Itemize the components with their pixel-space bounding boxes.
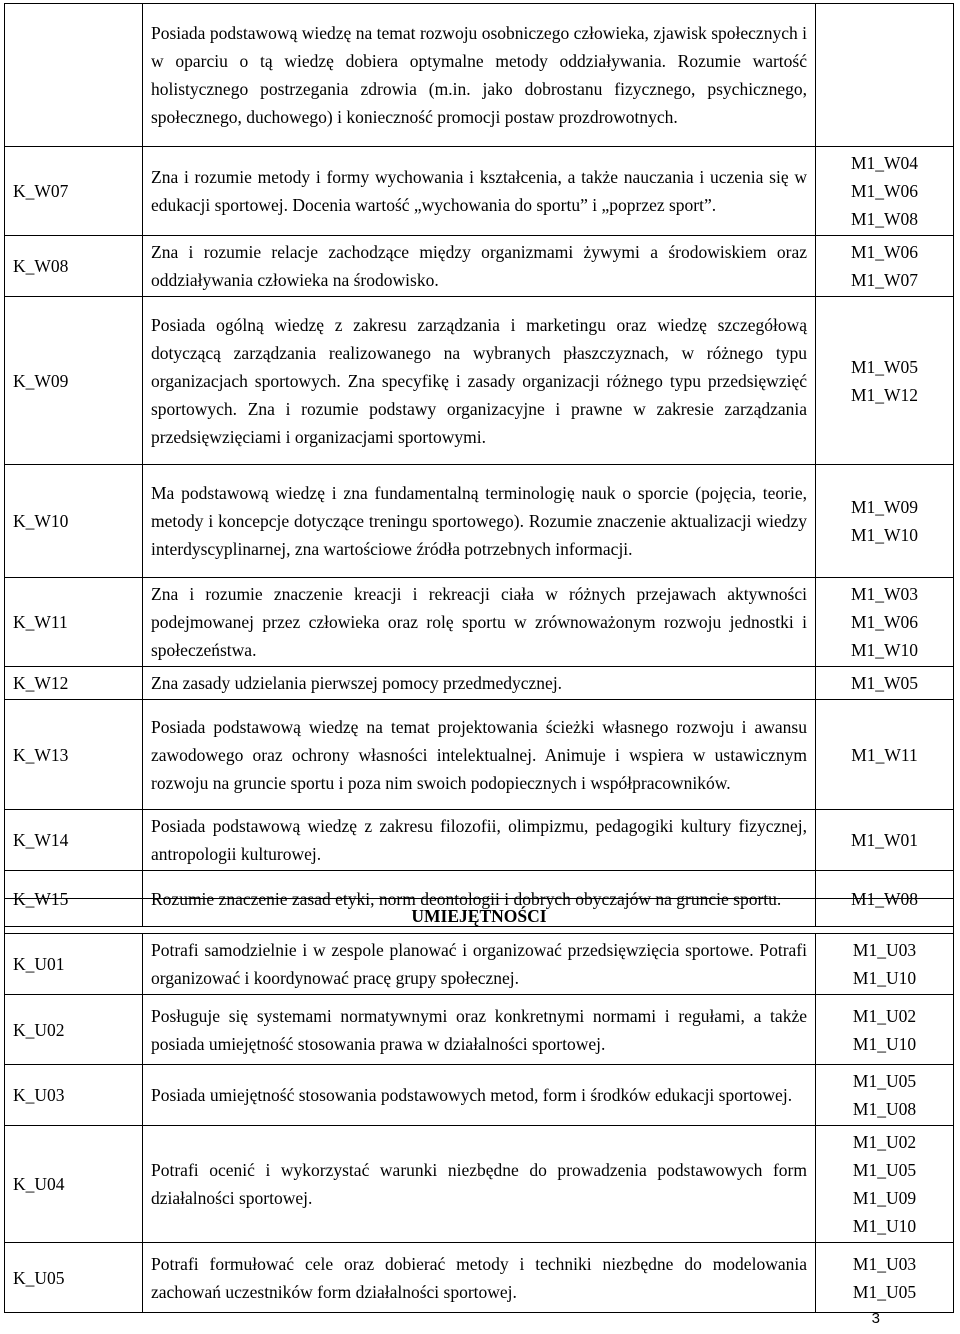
reference-code: M1_U10 <box>852 1216 917 1236</box>
outcome-description: Potrafi formułować cele oraz dobierać metody i techniki niezbędne do modelowania zachowań uczestników form działalności sportowej. <box>143 1243 816 1313</box>
reference-code: M1_W06 <box>850 242 919 262</box>
outcome-description: Posługuje się systemami normatywnymi oraz konkretnymi normami i regułami, a także posiada umiejętność stosowania prawa w działalności sportowej. <box>143 995 816 1065</box>
reference-codes <box>816 578 954 667</box>
outcome-code: K_W10 <box>5 465 143 578</box>
reference-code: M1_W05 <box>850 356 919 377</box>
reference-code: M1_W09 <box>850 497 919 517</box>
reference-codes <box>816 700 954 810</box>
outcome-description: Ma podstawową wiedzę i zna fundamentalną terminologię nauk o sporcie (pojęcia, teorie, metody i koncepcje dotyczące treningu sportowego). Rozumie znaczenie aktualizacji wiedzy interdyscyplinarnej, zna wartościowe źródła potrzebnych informacji. <box>143 465 816 578</box>
outcome-description: Potrafi samodzielnie i w zespole planować i organizować przedsięwzięcia sportowe. Potrafi organizować i koordynować pracę grupy społecznej. <box>143 934 816 995</box>
reference-codes <box>816 147 954 236</box>
table-row <box>5 297 954 465</box>
outcome-description: Zna i rozumie metody i formy wychowania i kształcenia, a także nauczania i uczenia się w edukacji sportowej. Docenia wartość „wychowania do sportu” i „poprzez sport”. <box>143 147 816 236</box>
table-row <box>5 667 954 700</box>
reference-code: M1_W07 <box>850 270 919 290</box>
reference-code: M1_W08 <box>850 209 919 229</box>
reference-codes <box>816 465 954 578</box>
reference-codes <box>815 1126 953 1243</box>
reference-codes <box>815 1243 953 1313</box>
table-row <box>5 995 954 1065</box>
reference-code: M1_W08 <box>850 888 919 909</box>
reference-code: M1_U10 <box>852 968 917 988</box>
reference-code: M1_W01 <box>850 830 919 850</box>
outcome-description: Posiada podstawową wiedzę z zakresu filozofii, olimpizmu, pedagogiki kultury fizycznej, antropologii kulturowej. <box>143 810 816 871</box>
table-row <box>5 1243 954 1313</box>
table-row <box>5 1065 954 1126</box>
outcome-code: K_W15 <box>5 871 143 927</box>
reference-code: M1_U02 <box>852 1132 917 1152</box>
reference-code: M1_U10 <box>852 1033 917 1054</box>
reference-codes <box>816 667 954 700</box>
reference-code: M1_U03 <box>852 940 917 960</box>
reference-code: M1_W11 <box>851 744 918 765</box>
table-row <box>5 147 954 236</box>
reference-code: M1_U08 <box>852 1099 917 1119</box>
outcome-description: Posiada ogólną wiedzę z zakresu zarządzania i marketingu oraz wiedzę szczegółową dotyczącą zarządzania realizowanego na wybranych płaszczyznach, w różnego typu organizacjach sportowych. Zna specyfikę i zasady organizacji różnego typu przedsięwzięć sportowych. Zna i rozumie podstawy organizacyjne i prawne w zakresie zarządzania przedsięwzięciami i organizacjami sportowymi. <box>143 297 816 465</box>
table-row <box>5 578 954 667</box>
outcome-code: K_W12 <box>5 667 143 700</box>
reference-code: M1_W04 <box>850 153 919 173</box>
outcome-code: K_U01 <box>5 934 143 995</box>
outcome-code: K_W09 <box>5 297 143 465</box>
reference-code: M1_U05 <box>852 1071 917 1091</box>
outcome-code <box>5 4 143 147</box>
outcome-code: K_W11 <box>5 578 143 667</box>
reference-code: M1_W10 <box>850 525 919 545</box>
reference-code: M1_W03 <box>850 584 919 604</box>
table-row <box>5 465 954 578</box>
outcome-description: Zna i rozumie znaczenie kreacji i rekreacji ciała w różnych przejawach aktywności podejmowanej przez człowieka oraz rolę sportu w zrównoważonym rozwoju jednostki i społeczeństwa. <box>143 578 816 667</box>
table-row <box>5 810 954 871</box>
reference-codes <box>815 1065 953 1126</box>
outcome-description: Potrafi ocenić i wykorzystać warunki niezbędne do prowadzenia podstawowych form działalności sportowej. <box>143 1126 816 1243</box>
table-row <box>5 934 954 995</box>
outcome-description: Posiada podstawową wiedzę na temat rozwoju osobniczego człowieka, zjawisk społecznych i w oparciu o tą wiedzę dobiera optymalne metody oddziaływania. Rozumie wartość holistycznego postrzegania zdrowia (m.in. jako dobrostanu fizycznego, psychicznego, społecznego, duchowego) i konieczność promocji postaw prozdrowotnych. <box>143 4 816 147</box>
knowledge-table <box>4 3 954 927</box>
table-row <box>5 4 954 147</box>
reference-codes <box>816 4 954 147</box>
reference-code: M1_W06 <box>850 181 919 201</box>
reference-code: M1_U05 <box>852 1160 917 1180</box>
table-row <box>5 1126 954 1243</box>
outcome-description: Posiada podstawową wiedzę na temat projektowania ścieżki własnego rozwoju i awansu zawodowego oraz ochrony własności intelektualnej. Animuje i wspiera w ustawicznym rozwoju na gruncie sportu i poza nim swoich podopiecznych i współpracowników. <box>143 700 816 810</box>
table-row <box>5 236 954 297</box>
reference-code: M1_U05 <box>852 1281 917 1302</box>
reference-code: M1_W06 <box>850 612 919 632</box>
table-row <box>5 700 954 810</box>
reference-code: M1_U02 <box>852 1005 917 1026</box>
outcome-code: K_U02 <box>5 995 143 1065</box>
outcome-description: Posiada umiejętność stosowania podstawowych metod, form i środków edukacji sportowej. <box>143 1065 816 1126</box>
section-title: UMIEJĘTNOŚCI <box>5 899 954 934</box>
skills-section-header-row <box>5 899 954 934</box>
outcome-code: K_W08 <box>5 236 143 297</box>
outcome-description: Zna zasady udzielania pierwszej pomocy przedmedycznej. <box>143 667 816 700</box>
outcome-code: K_W13 <box>5 700 143 810</box>
outcome-description: Rozumie znaczenie zasad etyki, norm deontologii i dobrych obyczajów na gruncie sportu. <box>143 871 816 927</box>
reference-code: M1_W10 <box>850 640 919 660</box>
reference-code: M1_U09 <box>852 1188 917 1208</box>
outcome-code: K_U03 <box>5 1065 143 1126</box>
outcome-code: K_W14 <box>5 810 143 871</box>
outcome-code: K_U04 <box>5 1126 143 1243</box>
page-number: 3 <box>871 1310 880 1327</box>
reference-code: M1_U03 <box>852 1253 917 1274</box>
reference-code: M1_W05 <box>850 673 919 693</box>
skills-table <box>4 898 954 1313</box>
reference-codes <box>815 934 953 995</box>
reference-codes <box>816 297 954 465</box>
outcome-code: K_W07 <box>5 147 143 236</box>
outcome-description: Zna i rozumie relacje zachodzące między organizmami żywymi a środowiskiem oraz oddziaływania człowieka na środowisko. <box>143 236 816 297</box>
reference-codes <box>816 810 954 871</box>
reference-code: M1_W12 <box>850 384 919 405</box>
reference-codes <box>816 236 954 297</box>
outcome-code: K_U05 <box>5 1243 143 1313</box>
reference-codes <box>815 995 953 1065</box>
